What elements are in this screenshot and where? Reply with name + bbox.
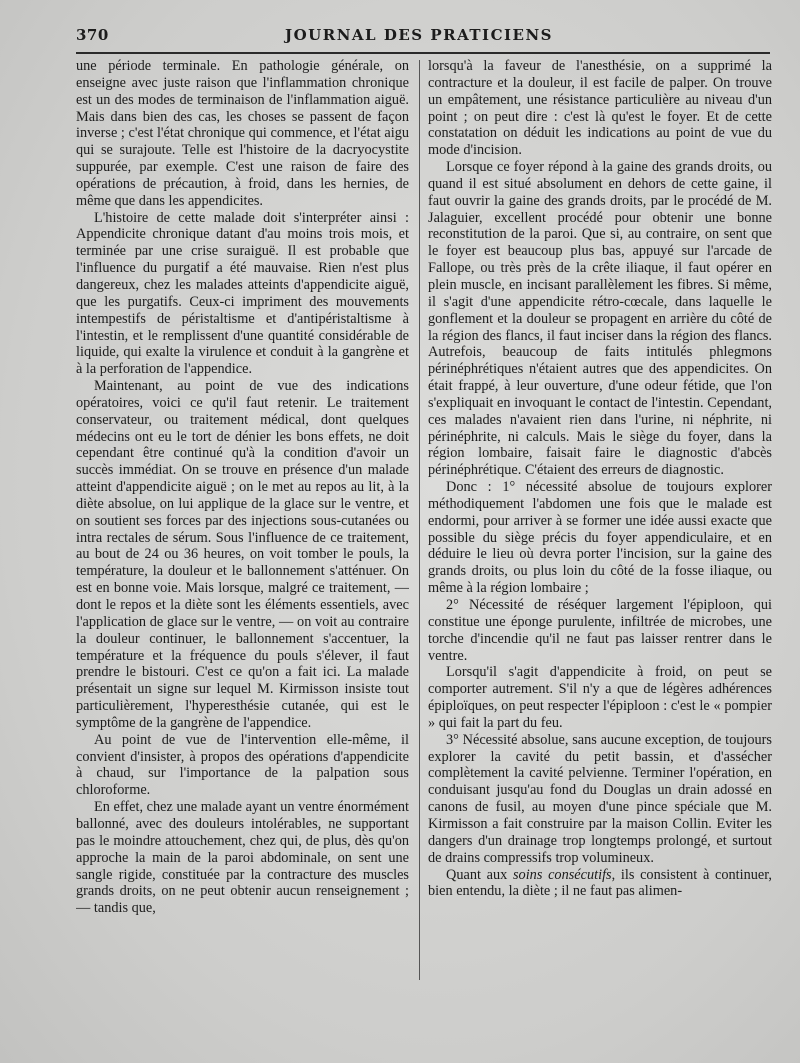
paragraph: Donc : 1° nécessité absolue de toujours explorer méthodiquement l'abdomen une fois que le malade est endormi, pour arriver à se former une idée aussi exacte que possible du siège précis du foyer appendiculaire, et en déduire le lieu où devra porter l'incision, sur la gaine des grands droits, ou plus loin du côté de la fosse iliaque, ou même à la région lombaire ; [428,479,772,597]
page-number: 370 [76,26,109,44]
paragraph: 3° Nécessité absolue, sans aucune exception, de toujours explorer la cavité du petit bassin, et d'assécher complètement la cavité pelvienne. Terminer l'opération, en conduisant jusqu'au fond du Douglas un drain adossé en canons de fusil, au moyen d'une pince spéciale que M. Kirmisson a fait construire par la maison Collin. Eviter les dangers d'un drainage trop longtemps prolongé, et surtout de drains compressifs trop volumineux. [428,731,772,866]
left-column [76,58,409,1038]
header-rule [76,52,770,54]
column-divider [419,60,420,980]
paragraph: une période terminale. En pathologie générale, on enseigne avec juste raison que l'inflammation chronique est un des modes de terminaison de l'inflammation aiguë. Mais dans bien des cas, les choses se passent de façon inverse ; c'est l'état chronique qui commence, et l'état aigu qui se surajoute. Telle est l'histoire de la dacryocystite suppurée, par exemple. C'est une raison de faire des opérations de précaution, à froid, dans les hernies, de même que dans les appendicites. [76,58,409,209]
paragraph: Au point de vue de l'intervention elle-même, il convient d'insister, à propos des opérations d'appendicite à chaud, sur l'importance de la palpation sous chloroforme. [76,731,409,799]
paragraph [428,867,772,901]
running-header [76,22,762,48]
paragraph: En effet, chez une malade ayant un ventre énormément ballonné, avec des douleurs intolérables, ne supportant pas le moindre attouchement, chez qui, de plus, dès qu'on approche la main de la paroi abdominale, on sent une sangle rigide, constituée par la contracture des muscles grands droits, on ne peut obtenir aucun renseignement ; — tandis que, [76,799,409,917]
paragraph: lorsqu'à la faveur de l'anesthésie, on a supprimé la contracture et la douleur, il est facile de palper. On trouve un empâtement, une résistance particulière au niveau d'un point ; on peut dire : c'est là qu'est le foyer. Et de cette constatation on déduit les indications au point de vue du mode d'incision. [428,58,772,159]
right-column [428,58,772,1038]
text-run: Quant aux [446,866,508,883]
paragraph: Lorsqu'il s'agit d'appendicite à froid, on peut se comporter autrement. S'il n'y a que de légères adhérences épiploïques, on peut respecter l'épiploon : c'est le « pompier » qui fait la part du feu. [428,664,772,731]
paragraph: L'histoire de cette malade doit s'interpréter ainsi : Appendicite chronique datant d'au moins trois mois, et terminée par une crise suraiguë. Il est probable que l'influence du purgatif a été mauvaise. Rien n'est plus dangereux, chez les malades atteints d'appendicite aiguë, que les purgatifs. Ceux-ci impriment des mouvements intempestifs de péristaltisme et d'antipéristaltisme à l'intestin, et le remplissent d'une quantité considérable de liquide, qui exalte la virulence et conduit à la gangrène et à la perforation de l'appendice. [76,209,409,378]
paragraph: Lorsque ce foyer répond à la gaine des grands droits, ou quand il est situé absolument en dehors de cette gaine, il faut ouvrir la gaine des grands droits, par le procédé de M. Jalaguier, excellent procédé pour obtenir une bonne reconstitution de la paroi. Que si, au contraire, on sent que le foyer est beaucoup plus bas, appuyé sur l'arcade de Fallope, ou très près de la crête iliaque, il faut opérer en plein muscle, en incisant parallèlement les fibres. Si même, il s'agit d'une appendicite rétro-cœcale, dans laquelle le gonflement et la douleur se propagent en arrière du côté de la région des flancs, il faut inciser dans la région des flancs. Autrefois, beaucoup de faits intitulés phlegmons périnéphrétiques n'étaient autres que des appendicites. On était frappé, à leur ouverture, d'une odeur fétide, que l'on s'expliquait en invoquant le contact de l'intestin. Cependant, ces malades n'avaient rien dans l'urine, ni néphrite, ni périnéphrite, ni calculs. Mais le siège du foyer, dans la région lombaire, faisait faire le diagnostic d'abcès périnéphrétique. C'étaient des erreurs de diagnostic. [428,159,772,479]
italic-term: soins consécutifs [512,866,612,883]
paragraph: 2° Nécessité de réséquer largement l'épiploon, qui constitue une éponge purulente, infiltrée de microbes, une torche d'incendie qu'il ne faut pas laisser rentrer dans le ventre. [428,597,772,664]
text-run: , ils consistent à continuer, bien entendu, la diète ; il ne faut pas alimen- [428,866,772,900]
journal-title: JOURNAL DES PRATICIENS [285,26,553,44]
paragraph: Maintenant, au point de vue des indications opératoires, voici ce qu'il faut retenir. Le traitement conservateur, ou traitement médical, dont quelques médecins ont eu le tort de dénier les bons effets, ne doit cependant être continué qu'à la condition d'avoir un succès immédiat. On se trouve en présence d'un malade atteint d'appendicite aiguë ; on le met au repos au lit, à la diète absolue, on lui applique de la glace sur le ventre, et on soutient ses forces par des injections sous-cutanées ou intra rectales de sérum. Sous l'influence de ce traitement, au bout de 24 ou 36 heures, on voit tomber le pouls, la température, la douleur et le ballonnement s'atténuer. On est en bonne voie. Mais lorsque, malgré ce traitement, — dont le repos et la diète sont les éléments essentiels, avec l'application de glace sur le ventre, — on voit au contraire la douleur continuer, le ballonnement s'accentuer, la température et la fréquence du pouls s'élever, il faut prendre le bistouri. C'est ce qu'on a fait ici. La malade présentait un signe sur lequel M. Kirmisson insiste tout particulièrement, l'hyperesthésie cutanée, qui est le symptôme de la gangrène de l'appendice. [76,378,409,731]
